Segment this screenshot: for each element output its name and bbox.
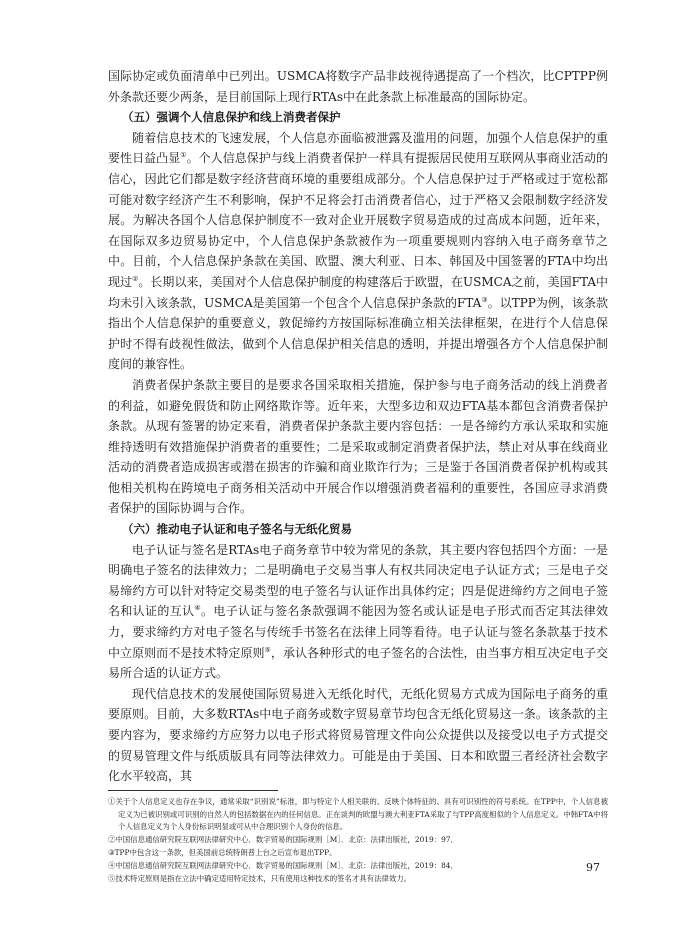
footnote-5: ⑤技术特定原则是指在立法中确定适用特定技术，只有使用这种技术的签名才具有法律效力。 — [108, 873, 412, 883]
footnotes — [108, 796, 608, 886]
footnote-ref-2[interactable]: ② — [132, 274, 139, 283]
paragraph-paperless: 现代信息技术的发展使国际贸易进入无纸化时代，无纸化贸易方式成为国际电子商务的重要原则。目前，大多数RTAs中电子商务或数字贸易章节均包含无纸化贸易这一条。该条款的主要内容为，要求缔约方应努力以电子形式将贸易管理文件向公众提供以及接受以电子方式提交的贸易管理文件与纸质版具有同等法律效力。可能是由于美国、日本和欧盟三者经济社会数字化水平较高，其 — [108, 686, 608, 784]
footnote-ref-3[interactable]: ③ — [481, 295, 488, 304]
paragraph-continued: 国际协定或负面清单中已列出。USMCA将数字产品非歧视待遇提高了一个档次，比CPTPP例外条款还要少两条，是目前国际上现行RTAs中在此条款上标准最高的国际协定。 — [108, 69, 608, 104]
footnote-ref-4[interactable]: ④ — [194, 604, 202, 613]
footnote-ref-5[interactable]: ⑤ — [264, 645, 271, 654]
footnote-4: ④中国信息通信研究院互联网法律研究中心．数字贸易的国际规则［M］．北京：法律出版社，2019：84． — [108, 860, 458, 870]
footnote-2: ②中国信息通信研究院互联网法律研究中心．数字贸易的国际规则［M］．北京：法律出版社，2019：97． — [108, 835, 458, 845]
footnote-ref-1[interactable]: ① — [180, 151, 187, 160]
footnote-divider — [108, 790, 278, 791]
paragraph-e-signature: 电子认证与签名是RTAs电子商务章节中较为常见的条款，其主要内容包括四个方面：一是明确电子签名的法律效力；二是明确电子交易当事人有权共同决定电子认证方式；三是电子交易缔约方可以针对特定交易类型的电子签名与认证作出具体约定；四是促进缔约方之间电子签名和认证的互认④。电子认证与签名条款强调不能因为签名或认证是电子形式而否定其法律效力，要求缔约方对电子签名与传统手书签名在法律上同等看待。电子认证与签名条款基于技术中立原则而不是技术特定原则⑤，承认各种形式的电子签名的合法性，由当事方相互决定电子交易所合适的认证方式。 — [108, 542, 608, 681]
paragraph-consumer: 消费者保护条款主要目的是要求各国采取相关措施，保护参与电子商务活动的线上消费者的利益，如避免假货和防止网络欺诈等。近年来，大型多边和双边FTA基本都包含消费者保护条款。从现有签署的协定来看，消费者保护条款主要内容包括：一是各缔约方承认采取和实施维持透明有效措施保护消费者的重要性；二是采取或制定消费者保护法，禁止对从事在线商业活动的消费者造成损害或潜在损害的诈骗和商业欺诈行为；三是鉴于各国消费者保护机构或其他相关机构在跨境电子商务相关活动中开展合作以增强消费者福利的重要性，各国应寻求消费者保护的国际协调与合作。 — [108, 377, 608, 516]
section-heading-5: （五）强调个人信息保护和线上消费者保护 — [122, 110, 341, 125]
paragraph-privacy: 随着信息技术的飞速发展，个人信息亦面临被泄露及滥用的问题，加强个人信息保护的重要性日益凸显①。个人信息保护与线上消费者保护一样具有提振居民使用互联网从事商业活动的信心，因此它们都是数字经济营商环境的重要组成部分。个人信息保护过于严格或过于宽松都可能对数字经济产生不利影响，保护不足将会打击消费者信心，过于严格又会限制数字经济发展。为解决各国个人信息保护制度不一致对企业开展数字贸易造成的过高成本问题，近年来，在国际双多边贸易协定中，个人信息保护条款被作为一项重要规则内容纳入电子商务章节之中。目前，个人信息保护条款在美国、欧盟、澳大利亚、日本、韩国及中国签署的FTA中均出现过②。长期以来，美国对个人信息保护制度的构建落后于欧盟，在USMCA之前，美国FTA中均未引入该条款，USMCA是美国第一个包含个人信息保护条款的FTA③。以TPP为例，该条款指出个人信息保护的重要意义，敦促缔约方按国际标准确立相关法律框架，在进行个人信息保护时不得有歧视性做法，做到个人信息保护相关信息的透明，并提出增强各方个人信息保护制度间的兼容性。 — [108, 130, 609, 372]
section-heading-6: （六）推动电子认证和电子签名与无纸化贸易 — [122, 522, 352, 537]
footnote-1: ①关于个人信息定义也存在争议，通常采取“识别说”标准，即与特定个人相关联的、反映个体特征的、具有可识别性的符号系统。在TPP中，个人信息被定义为已被识别或可识别的自然人的包括数据在内的任何信息。正在谈判的欧盟与澳大利亚FTA采取了与TPP高度相似的个人信息定义。中韩FTA中将个人信息定义为个人身份标识明显或可从中合理识别个人身份的信息。 — [108, 796, 608, 832]
page-number: 97 — [586, 861, 600, 874]
footnote-3: ③TPP中包含这一条款，但美国前总统特朗普上台之后宣布退出TPP。 — [108, 847, 337, 857]
page-body — [108, 66, 608, 885]
